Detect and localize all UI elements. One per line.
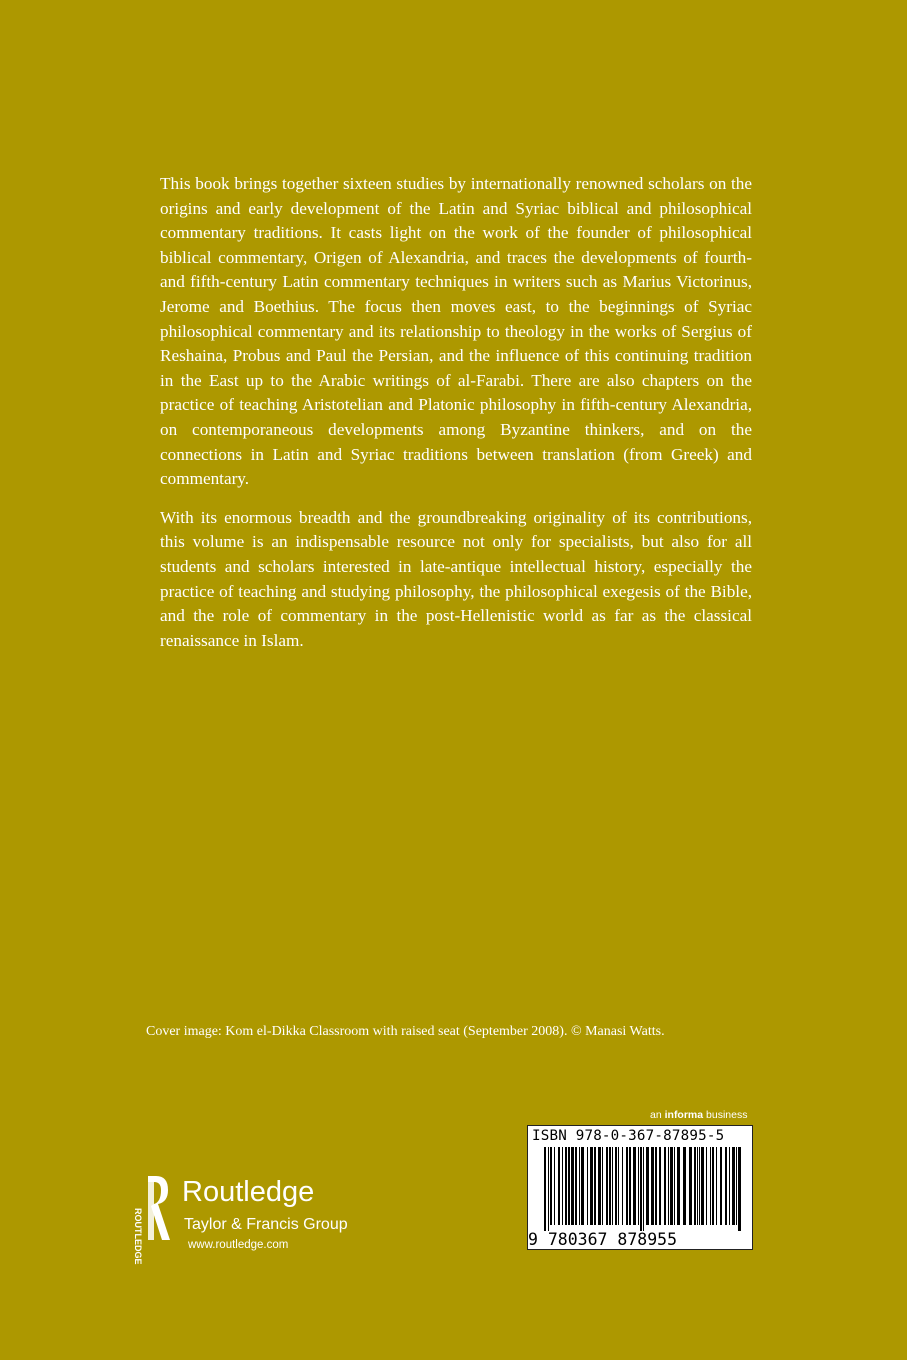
barcode-bar: [694, 1147, 696, 1225]
barcode-bar: [729, 1147, 730, 1225]
barcode-bar: [710, 1147, 711, 1225]
routledge-logo: [126, 1168, 386, 1268]
barcode-bar: [720, 1147, 722, 1225]
barcode-bar: [609, 1147, 611, 1225]
barcode-bar: [615, 1147, 617, 1225]
back-cover-blurb: [160, 172, 752, 667]
barcode-bar: [633, 1147, 636, 1225]
isbn-label: ISBN 978-0-367-87895-5: [532, 1128, 725, 1144]
ean-digits: 9 780367 878955: [528, 1230, 678, 1249]
barcode-bar: [655, 1147, 657, 1225]
barcode-bar: [622, 1147, 623, 1225]
barcode-bar: [664, 1147, 666, 1225]
barcode-bar: [683, 1147, 686, 1225]
barcode-bar: [590, 1147, 593, 1225]
barcode-bar: [677, 1147, 680, 1225]
cover-image-credit: Cover image: Kom el-Dikka Classroom with raised seat (September 2008). © Manasi Watts.: [146, 1024, 665, 1039]
barcode-bar: [706, 1147, 707, 1225]
publisher-name: Routledge: [182, 1176, 315, 1208]
barcode-bar: [697, 1147, 698, 1225]
barcode-bar: [689, 1147, 692, 1225]
barcode-bar: [550, 1147, 552, 1225]
barcode-bar: [602, 1147, 603, 1225]
barcode-bar: [736, 1147, 737, 1225]
barcode-bar: [568, 1147, 570, 1225]
barcode-bar: [701, 1147, 704, 1225]
barcode-bar: [725, 1147, 727, 1225]
barcode-bar: [659, 1147, 661, 1225]
informa-suffix: business: [706, 1109, 748, 1121]
barcode-bar: [562, 1147, 563, 1225]
barcode-bar: [587, 1147, 588, 1225]
barcode-bar: [699, 1147, 700, 1225]
informa-prefix: an: [650, 1109, 662, 1121]
barcode-bar: [618, 1147, 619, 1225]
barcode-bar: [606, 1147, 608, 1225]
barcode-bar: [554, 1147, 555, 1225]
barcode-bar: [643, 1147, 644, 1231]
barcode-bar: [640, 1147, 642, 1231]
barcode-bar: [716, 1147, 717, 1225]
barcode-bar: [544, 1147, 546, 1231]
barcode-bar: [732, 1147, 735, 1225]
barcode-bar: [598, 1147, 601, 1225]
barcode-bar: [571, 1147, 574, 1225]
barcode-bar: [581, 1147, 584, 1225]
publisher-url: www.routledge.com: [188, 1239, 289, 1251]
barcode-bar: [579, 1147, 580, 1225]
barcode-bar: [558, 1147, 560, 1225]
barcode-bar: [594, 1147, 596, 1225]
informa-brand: informa: [664, 1109, 704, 1121]
barcode-bar: [626, 1147, 628, 1225]
barcode-bar: [674, 1147, 675, 1225]
routledge-mark-icon: [126, 1168, 176, 1268]
routledge-mark-text: ROUTLEDGE: [133, 1208, 143, 1265]
barcode-bar: [712, 1147, 714, 1225]
barcode-bar: [612, 1147, 613, 1225]
barcode-bar: [646, 1147, 649, 1225]
barcode-bar: [548, 1147, 549, 1231]
barcode-bar: [629, 1147, 631, 1225]
barcode-bars: [530, 1147, 752, 1231]
barcode-bar: [565, 1147, 567, 1225]
barcode-bar: [668, 1147, 669, 1225]
blurb-paragraph-1: This book brings together sixteen studies by internationally renowned scholars on the origins and early development of the Latin and Syriac biblical and philosophical commentary traditions. It casts light on the work of the founder of philosophical biblical commentary, Origen of Alexandria, and traces the developments of fourth- and fifth-century Latin commentary techniques in writers such as Marius Victorinus, Jerome and Boethius. The focus then moves east, to the beginnings of Syriac philosophical commentary and its relationship to theology in the works of Sergius of Reshaina, Probus and Paul the Persian, and the influence of this continuing tradition in the East up to the Arabic writings of al-Farabi. There are also chapters on the practice of teaching Aristotelian and Platonic philosophy in fifth-century Alexandria, on contemporaneous developments among Byzantine thinkers, and on the connections in Latin and Syriac traditions between translation (from Greek) and commentary.: [160, 174, 752, 489]
barcode-bar: [638, 1147, 639, 1225]
barcode-bar: [651, 1147, 654, 1225]
publisher-group: Taylor & Francis Group: [184, 1216, 348, 1233]
isbn-barcode: [527, 1125, 753, 1250]
informa-business-tag: [650, 1109, 748, 1122]
barcode-bar: [670, 1147, 673, 1225]
barcode-bar: [738, 1147, 741, 1231]
blurb-paragraph-2: With its enormous breadth and the groundbreaking originality of its contributions, this volume is an indispensable resource not only for specialists, but also for all students and scholars interested in late-antique intellectual history, especially the practice of teaching and studying philosophy, the philosophical exegesis of the Bible, and the role of commentary in the post-Hellenistic world as far as the classical renaissance in Islam.: [160, 507, 752, 650]
barcode-bar: [575, 1147, 577, 1225]
